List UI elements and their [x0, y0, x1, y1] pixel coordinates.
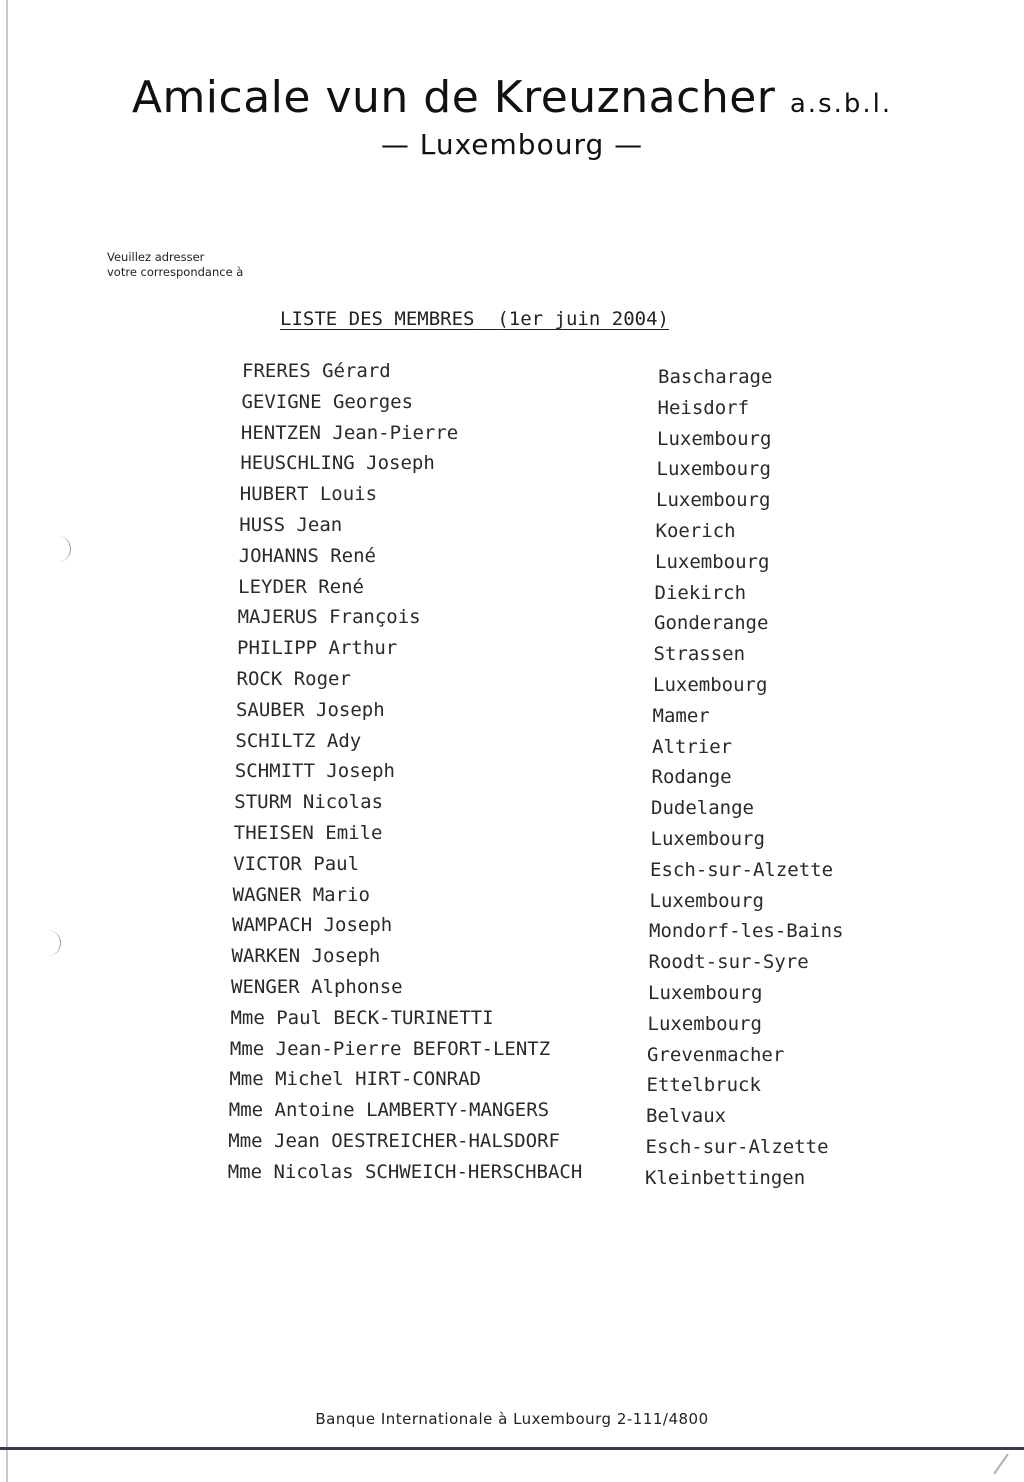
- member-city: Grevenmacher: [647, 1043, 785, 1066]
- member-city: Luxembourg: [656, 489, 771, 512]
- member-city: Mondorf-les-Bains: [649, 920, 844, 943]
- member-row: [0, 452, 1024, 482]
- member-city: Belvaux: [646, 1105, 727, 1128]
- member-city: Koerich: [655, 520, 736, 542]
- member-name: Mme Jean-Pierre BEFORT-LENTZ: [229, 1037, 551, 1060]
- member-row: [0, 914, 1024, 944]
- member-name: FRERES Gérard: [242, 360, 391, 382]
- member-name: Mme Michel HIRT-CONRAD: [229, 1068, 482, 1091]
- member-city: Ettelbruck: [646, 1074, 761, 1097]
- member-city: Mamer: [652, 704, 710, 727]
- member-name: ROCK Roger: [236, 668, 351, 690]
- member-name: Mme Jean OESTREICHER-HALSDORF: [228, 1130, 560, 1152]
- member-row: [0, 668, 1024, 698]
- list-date: (1er juin 2004): [497, 308, 669, 330]
- member-city: Strassen: [653, 643, 746, 666]
- member-row: [0, 514, 1024, 544]
- member-name: JOHANNS René: [238, 544, 376, 567]
- member-city: Luxembourg: [656, 458, 771, 481]
- member-row: [0, 637, 1024, 667]
- member-name: SCHILTZ Ady: [235, 729, 362, 752]
- member-row: [0, 483, 1024, 513]
- member-city: Kleinbettingen: [645, 1166, 806, 1189]
- member-city: Luxembourg: [650, 828, 765, 850]
- member-name: SAUBER Joseph: [235, 698, 385, 721]
- member-row: [0, 760, 1024, 790]
- member-row: [0, 822, 1024, 852]
- list-title: LISTE DES MEMBRES: [280, 308, 475, 330]
- member-city: Altrier: [652, 735, 733, 758]
- member-row: [0, 422, 1024, 452]
- bank-details: Banque Internationale à Luxembourg 2-111/4800: [315, 1410, 709, 1428]
- member-name: GEVIGNE Georges: [241, 390, 414, 413]
- member-row: [0, 699, 1024, 729]
- member-row: [0, 360, 1024, 390]
- correspondence-line-2: votre correspondance à: [107, 265, 244, 279]
- member-city: Luxembourg: [653, 674, 768, 696]
- member-city: Luxembourg: [657, 427, 772, 450]
- correspondence-line-1: Veuillez adresser: [107, 250, 205, 264]
- member-row: [0, 1068, 1024, 1098]
- member-name: HUBERT Louis: [239, 483, 378, 506]
- member-row: [0, 391, 1024, 421]
- member-row: [0, 945, 1024, 975]
- member-row: [0, 976, 1024, 1006]
- member-name: WAMPACH Joseph: [232, 914, 393, 937]
- member-name: Mme Paul BECK-TURINETTI: [230, 1006, 494, 1029]
- member-row: [0, 1130, 1024, 1160]
- member-city: Esch-sur-Alzette: [650, 858, 834, 881]
- member-city: Luxembourg: [655, 550, 770, 573]
- member-row: [0, 884, 1024, 914]
- member-row: [0, 545, 1024, 575]
- association-name: Amicale vun de Kreuznacher: [131, 72, 776, 123]
- member-name: STURM Nicolas: [234, 791, 384, 814]
- member-row: [0, 1161, 1024, 1191]
- member-name: SCHMITT Joseph: [234, 760, 395, 783]
- member-name: LEYDER René: [238, 575, 364, 598]
- member-row: [0, 1007, 1024, 1037]
- member-name: THEISEN Emile: [233, 822, 383, 844]
- member-city: Luxembourg: [647, 1012, 762, 1035]
- member-city: Diekirch: [654, 581, 747, 604]
- member-city: Esch-sur-Alzette: [645, 1136, 829, 1158]
- member-city: Heisdorf: [657, 396, 750, 419]
- member-city: Dudelange: [651, 797, 754, 820]
- member-city: Roodt-sur-Syre: [648, 951, 809, 974]
- member-name: HENTZEN Jean-Pierre: [240, 421, 459, 444]
- member-city: Luxembourg: [648, 982, 763, 1004]
- member-city: Rodange: [651, 766, 732, 789]
- member-name: Mme Antoine LAMBERTY-MANGERS: [228, 1099, 550, 1122]
- member-row: [0, 1038, 1024, 1068]
- member-row: [0, 576, 1024, 606]
- member-row: [0, 853, 1024, 883]
- member-row: [0, 606, 1024, 636]
- member-row: [0, 1099, 1024, 1129]
- member-city: Bascharage: [658, 366, 773, 388]
- member-row: [0, 730, 1024, 760]
- member-name: PHILIPP Arthur: [237, 637, 398, 660]
- member-name: WAGNER Mario: [232, 883, 370, 906]
- member-name: VICTOR Paul: [233, 852, 360, 875]
- footer-rule: [0, 1447, 1024, 1450]
- association-suffix: a.s.b.l.: [789, 89, 893, 119]
- member-city: Luxembourg: [649, 889, 764, 912]
- member-name: Mme Nicolas SCHWEICH-HERSCHBACH: [227, 1160, 583, 1183]
- letterhead-subtitle: — Luxembourg —: [380, 128, 644, 161]
- member-name: WENGER Alphonse: [231, 976, 403, 998]
- member-name: WARKEN Joseph: [231, 945, 381, 968]
- member-city: Gonderange: [654, 612, 769, 635]
- member-name: HEUSCHLING Joseph: [240, 452, 435, 475]
- member-name: MAJERUS François: [237, 606, 421, 629]
- member-name: HUSS Jean: [239, 514, 343, 536]
- member-row: [0, 791, 1024, 821]
